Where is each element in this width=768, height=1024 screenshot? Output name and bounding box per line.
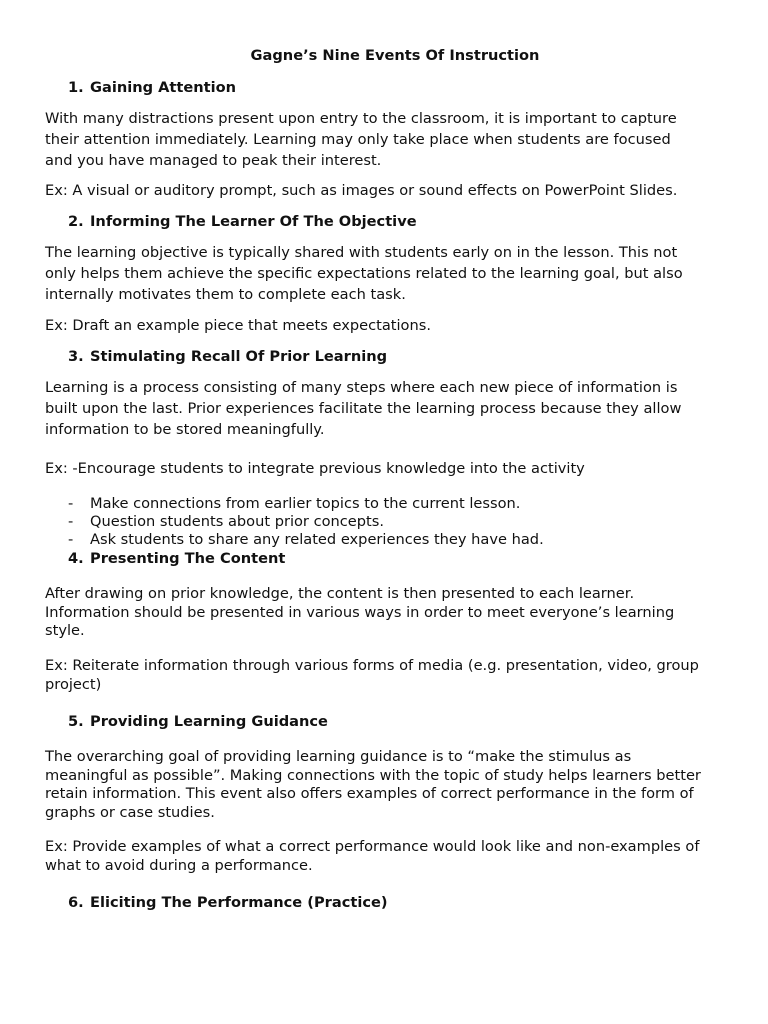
text-line: Ex: Reiterate information through various forms of media (e.g. presentation, video, group bbox=[45, 657, 699, 674]
text-line: and you have managed to peak their interest. bbox=[45, 152, 382, 169]
section-title: Presenting The Content bbox=[90, 550, 286, 567]
text-line: graphs or case studies. bbox=[45, 803, 215, 821]
section-title: Gaining Attention bbox=[90, 79, 237, 96]
section-2-example bbox=[45, 315, 735, 336]
section-title: Informing The Learner Of The Objective bbox=[90, 213, 417, 230]
section-3-paragraph bbox=[45, 377, 735, 440]
list-item bbox=[68, 495, 544, 513]
section-4-heading bbox=[68, 548, 285, 569]
list-item-text: Ask students to share any related experiences they have had. bbox=[90, 531, 544, 549]
section-3-example bbox=[45, 458, 735, 479]
list-item bbox=[68, 531, 544, 549]
text-line: With many distractions present upon entry to the classroom, it is important to capture bbox=[45, 110, 677, 127]
section-5-example bbox=[45, 838, 735, 875]
section-title: Eliciting The Performance (Practice) bbox=[90, 894, 388, 911]
section-3-heading bbox=[68, 346, 387, 367]
text-line: Ex: A visual or auditory prompt, such as images or sound effects on PowerPoint Slides. bbox=[45, 182, 678, 199]
text-line: After drawing on prior knowledge, the content is then presented to each learner. bbox=[45, 585, 635, 602]
list-item-text: Make connections from earlier topics to the current lesson. bbox=[90, 495, 521, 512]
section-3-bullet-list bbox=[68, 495, 544, 550]
text-line: Ex: Draft an example piece that meets expectations. bbox=[45, 317, 431, 334]
section-2-paragraph bbox=[45, 242, 735, 305]
section-1-example bbox=[45, 180, 735, 201]
text-line: style. bbox=[45, 622, 85, 639]
text-line: Ex: Provide examples of what a correct performance would look like and non-examples of bbox=[45, 838, 700, 855]
text-line: The overarching goal of providing learning guidance is to “make the stimulus as bbox=[45, 748, 632, 765]
section-1-heading bbox=[68, 77, 236, 98]
text-line: internally motivates them to complete each task. bbox=[45, 286, 406, 303]
list-item bbox=[68, 513, 544, 531]
text-line: Information should be presented in various ways in order to meet everyone’s learning bbox=[45, 603, 675, 621]
section-number: 5. bbox=[68, 713, 84, 730]
section-5-paragraph bbox=[45, 748, 735, 822]
text-line: Ex: -Encourage students to integrate previous knowledge into the activity bbox=[45, 460, 585, 477]
text-line: project) bbox=[45, 675, 102, 693]
section-number: 3. bbox=[68, 348, 84, 365]
text-line: only helps them achieve the specific expectations related to the learning goal, but also bbox=[45, 265, 683, 282]
text-line: retain information. This event also offers examples of correct performance in the form of bbox=[45, 785, 694, 802]
text-line: meaningful as possible”. Making connections with the topic of study helps learners better bbox=[45, 766, 701, 784]
document-title: Gagne’s Nine Events Of Instruction bbox=[250, 47, 540, 64]
section-number: 2. bbox=[68, 213, 84, 230]
bullet-dash: - bbox=[68, 531, 74, 549]
bullet-dash: - bbox=[68, 513, 74, 531]
text-line: information to be stored meaningfully. bbox=[45, 421, 325, 438]
section-number: 4. bbox=[68, 550, 84, 567]
bullet-dash: - bbox=[68, 495, 74, 512]
text-line: The learning objective is typically shared with students early on in the lesson. This not bbox=[45, 244, 678, 261]
list-item-text: Question students about prior concepts. bbox=[90, 513, 385, 531]
text-line: what to avoid during a performance. bbox=[45, 856, 313, 874]
section-5-heading bbox=[68, 711, 328, 732]
text-line: built upon the last. Prior experiences facilitate the learning process because they allow bbox=[45, 400, 682, 417]
section-number: 1. bbox=[68, 79, 84, 96]
section-title: Providing Learning Guidance bbox=[90, 713, 328, 730]
section-title: Stimulating Recall Of Prior Learning bbox=[90, 348, 388, 365]
section-4-example bbox=[45, 657, 735, 694]
section-6-heading bbox=[68, 892, 388, 913]
text-line: their attention immediately. Learning may only take place when students are focused bbox=[45, 131, 671, 148]
text-line: Learning is a process consisting of many steps where each new piece of information is bbox=[45, 379, 678, 396]
section-number: 6. bbox=[68, 894, 84, 911]
section-1-paragraph bbox=[45, 108, 735, 171]
section-2-heading bbox=[68, 211, 417, 232]
section-4-paragraph bbox=[45, 585, 735, 641]
